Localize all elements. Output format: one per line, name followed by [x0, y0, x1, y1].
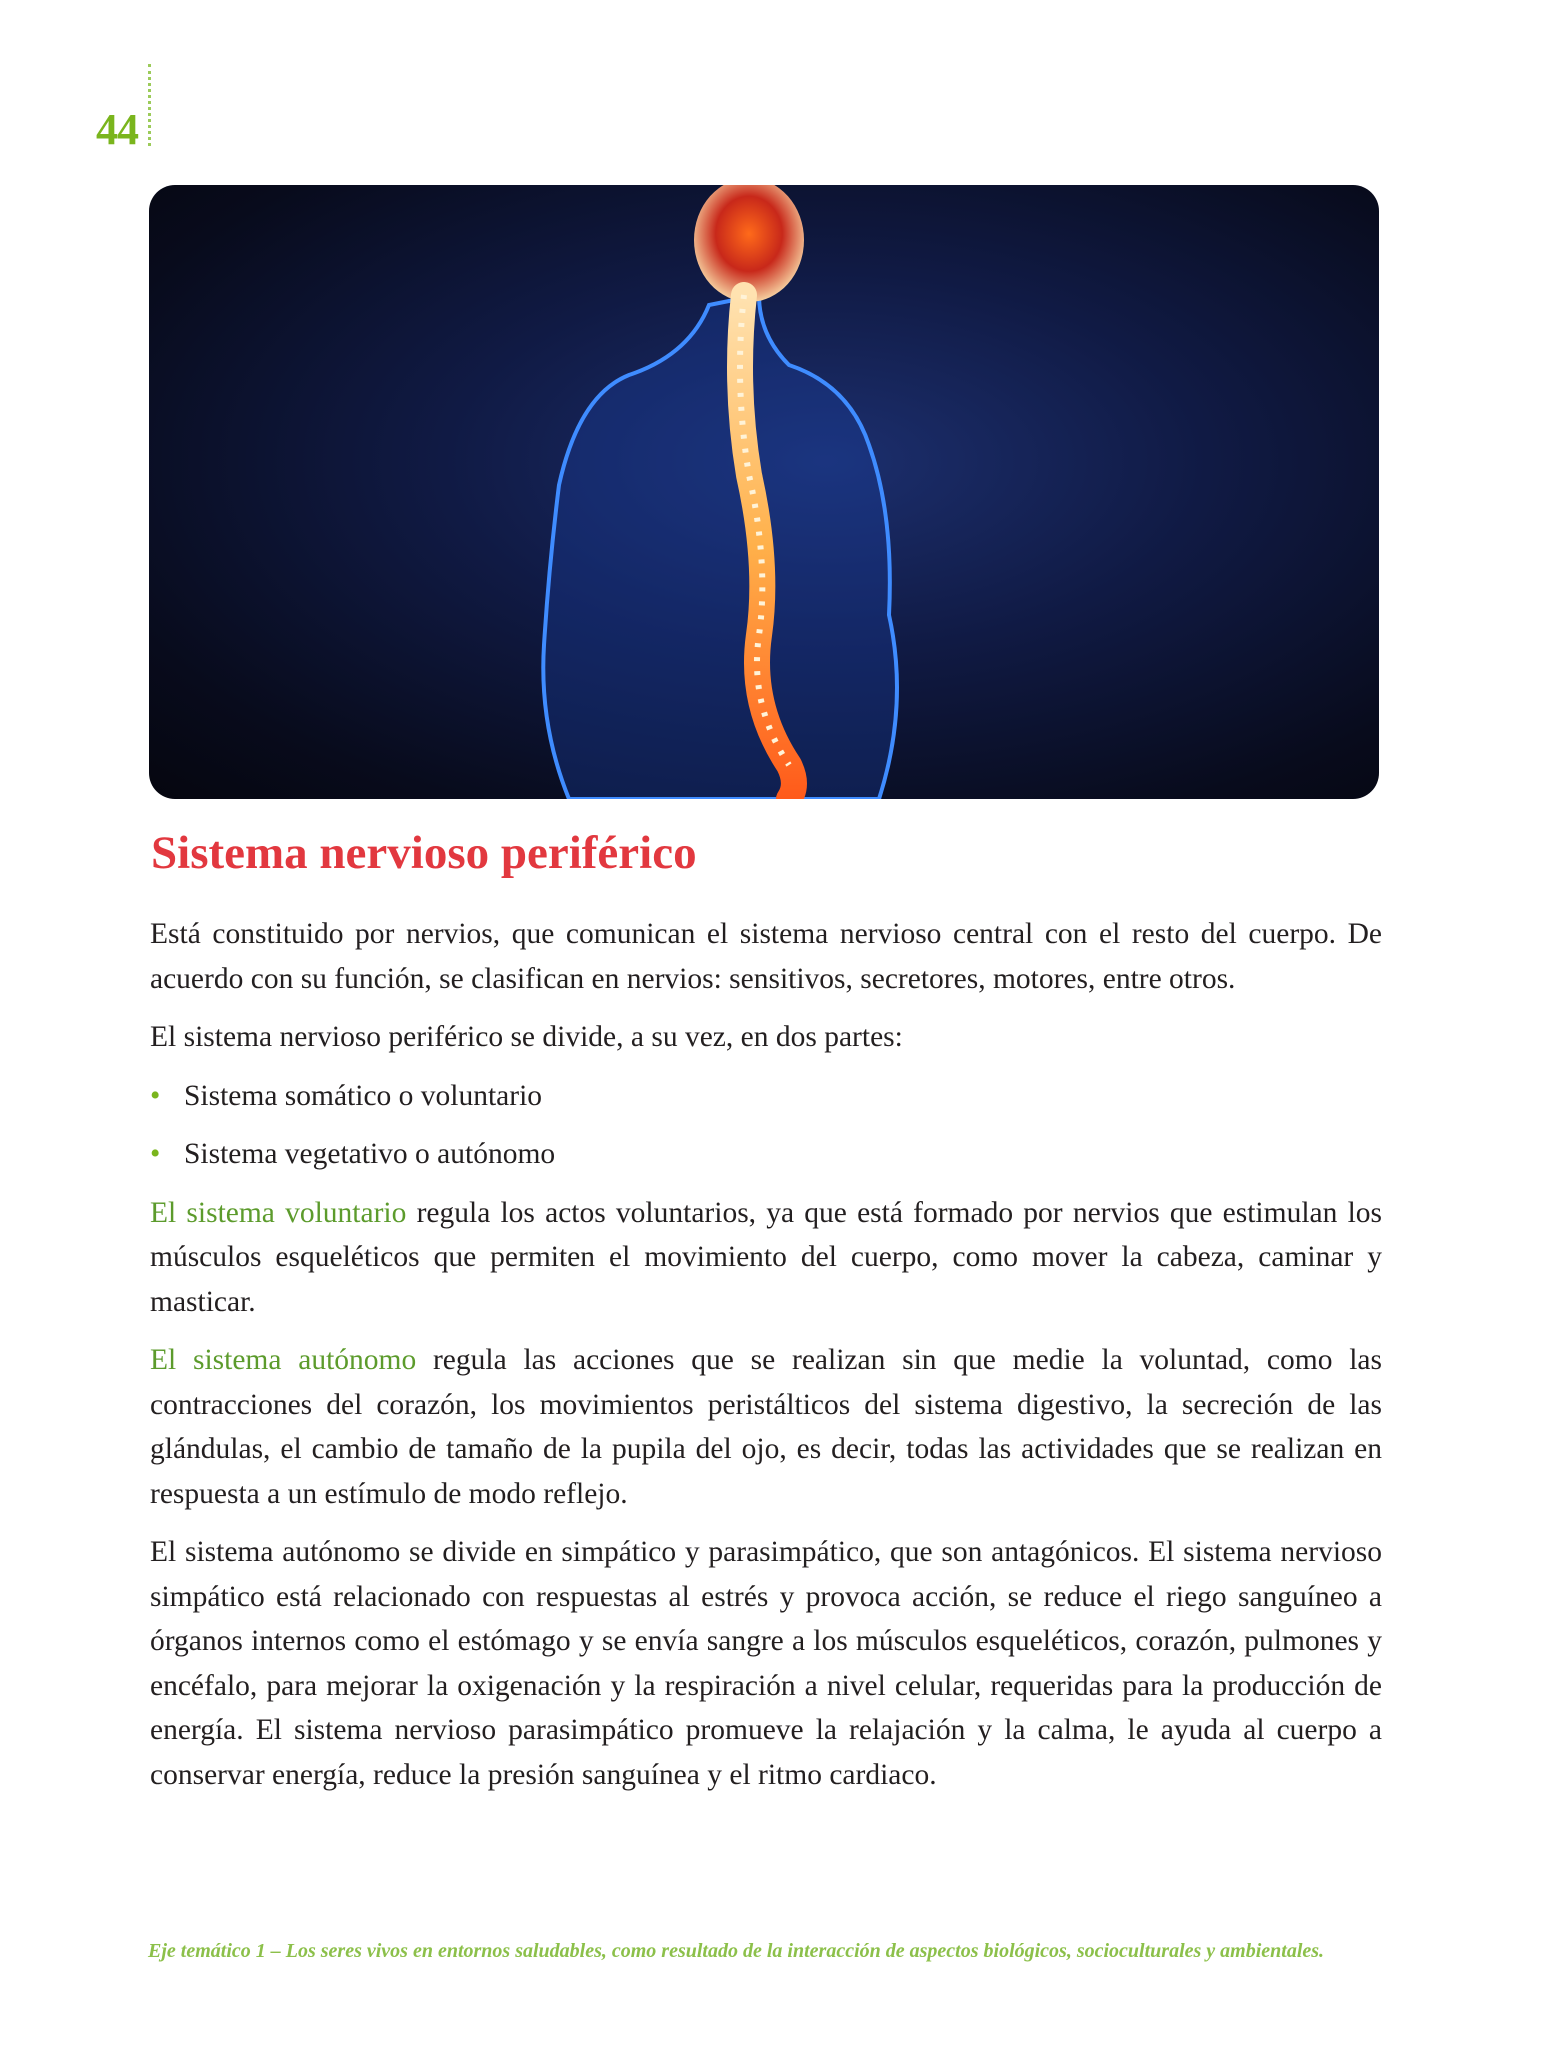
spine-illustration — [149, 185, 1379, 799]
paragraph-text: regula los actos voluntarios, ya que está formado por nervios que estimulan los músculos esqueléticos que permiten el movimiento del cuerpo, como mover la cabeza, caminar y masticar. — [150, 1196, 1382, 1318]
page-footer: Eje temático 1 – Los seres vivos en entornos saludables, como resultado de la interacción de aspectos biológicos, socioculturales y ambientales. — [148, 1940, 1325, 1962]
paragraph-intro: Está constituido por nervios, que comunican el sistema nervioso central con el resto del cuerpo. De acuerdo con su función, se clasifican en nervios: sensitivos, secretores, motores, entre otros. — [150, 918, 1382, 995]
highlight-term: El sistema voluntario — [150, 1196, 407, 1229]
division-list — [150, 1074, 1382, 1177]
list-item-label: Sistema vegetativo o autónomo — [184, 1138, 556, 1170]
paragraph-autonomous — [150, 1338, 1382, 1516]
page-number: 44 — [96, 105, 138, 154]
bullet-icon: • — [150, 1079, 161, 1112]
paragraph-text: regula las acciones que se realizan sin que medie la voluntad, como las contracciones del corazón, los movimientos peristálticos del sistema digestivo, la secreción de las glándulas, el cambio de tamaño de la pupila del ojo, es decir, todas las actividades que se realizan en respuesta a un estímulo de modo reflejo. — [150, 1344, 1383, 1510]
bullet-icon: • — [150, 1138, 161, 1170]
list-item-label: Sistema somático o voluntario — [184, 1079, 543, 1112]
paragraph-division: El sistema nervioso periférico se divide, a su vez, en dos partes: — [150, 1021, 903, 1053]
dotted-divider — [148, 64, 151, 146]
section-title: Sistema nervioso periférico — [151, 827, 697, 879]
body-text — [150, 912, 1382, 1811]
paragraph-sympathetic: El sistema autónomo se divide en simpático y parasimpático, que son antagónicos. El sistema nervioso simpático está relacionado con respuestas al estrés y provoca acción, se reduce el riego sanguíneo a órganos internos como el estómago y se envía sangre a los músculos esqueléticos, corazón, pulmones y encéfalo, para mejorar la oxigenación y la respiración a nivel celular, requeridas para la producción de energía. El sistema nervioso parasimpático promueve la relajación y la calma, le ayuda al cuerpo a conservar energía, reduce la presión sanguínea y el ritmo cardiaco. — [150, 1536, 1382, 1791]
paragraph-voluntary — [150, 1191, 1382, 1325]
list-item — [150, 1074, 1382, 1119]
list-item — [150, 1132, 1382, 1177]
highlight-term: El sistema autónomo — [150, 1344, 417, 1376]
